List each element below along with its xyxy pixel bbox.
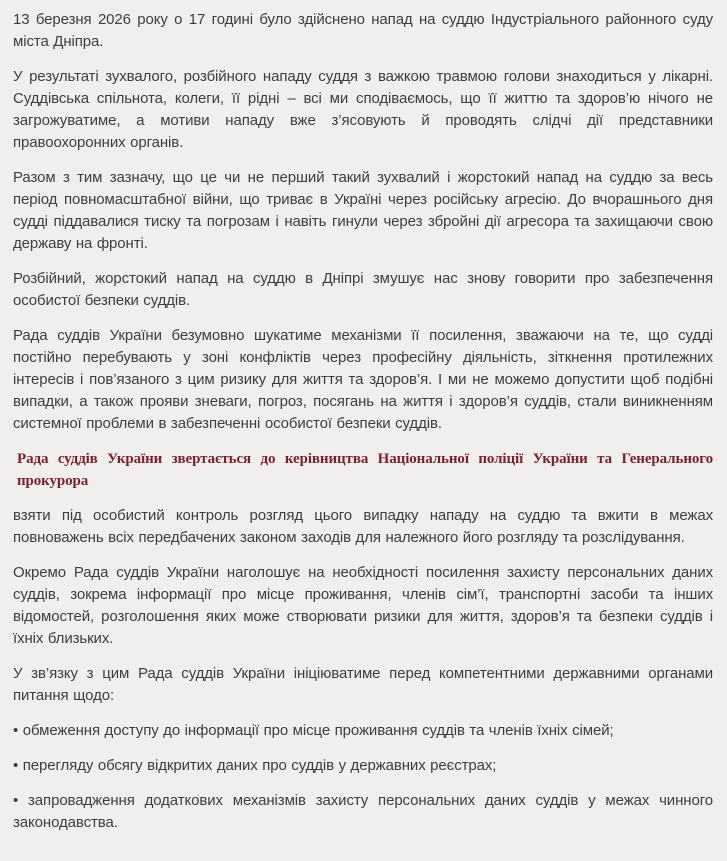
paragraph-injury-status: У результаті зухвалого, розбійного нападу суддя з важкою травмою голови знаходиться у лікарні. Суддівська спільнота, колеги, її рідні – всі ми сподіваємось, що її життю та здоров’ю нічого не загрожуватиме, а мотиви нападу вже з’ясовують й проводять слідчі дії представники правоохоронних органів.	[13, 68, 713, 151]
bullet-text: перегляду обсягу відкритих даних про суддів у державних реєстрах;	[22, 757, 497, 774]
paragraph-security-concern: Розбійний, жорстокий напад на суддю в Дніпрі змушує нас знову говорити про забезпечення особистої безпеки суддів.	[13, 270, 713, 309]
paragraph-council-response: Рада суддів України безумовно шукатиме механізми її посилення, зважаючи на те, що судді постійно перебувають у зоні конфліктів через професійну діяльність, зіткнення протилежних інтересів і пов’язаного з цим ризику для життя та здоров’я. І ми не можемо допустити щоб подібні випадки, а також прояви зневаги, погроз, посягань на життя і здоров’я суддів, стали виникненням системної проблеми в забезпеченні особистої безпеки суддів.	[13, 327, 713, 432]
appeal-body: взяти під особистий контроль розгляд цього випадку нападу на суддю та вжити в межах повноважень всіх передбачених законом заходів для належного його розгляду та розслідування.	[13, 507, 713, 546]
paragraph-incident-date: 13 березня 2026 року о 17 годині було здійснено напад на суддю Індустріального районного суду міста Дніпра.	[13, 11, 713, 50]
appeal-heading: Рада суддів України звертається до керівництва Національної поліції України та Генерального прокурора	[17, 451, 713, 489]
bullet-text: запровадження додаткових механізмів захисту персональних даних суддів у межах чинного законодавства.	[13, 792, 713, 831]
paragraph-personal-data: Окремо Рада суддів України наголошує на необхідності посилення захисту персональних даних суддів, зокрема інформації про місце проживання, членів сім’ї, транспортні засоби та інших відомостей, розголошення яких може створювати ризики для життя, здоров’я та безпеки суддів і їхніх близьких.	[13, 564, 713, 647]
bullet-marker: •	[13, 722, 19, 739]
bullet-marker: •	[13, 757, 19, 774]
paragraph-initiative-intro: У зв’язку з цим Рада суддів України ініціюватиме перед компетентними державними органами питання щодо:	[13, 665, 713, 704]
bullet-item-residence-info	[13, 720, 713, 742]
bullet-text: обмеження доступу до інформації про місце проживання суддів та членів їхніх сімей;	[22, 722, 614, 739]
bullet-marker: •	[13, 792, 19, 809]
paragraph-wartime-context: Разом з тим зазначу, що це чи не перший такий зухвалий і жорстокий напад на суддю за весь період повномасштабної війни, що триває в Україні через російську агресію. До вчорашнього дня судді піддавалися тиску та погрозам і навіть гинули через збройні дії агресора та захищаючи свою державу на фронті.	[13, 169, 713, 252]
bullet-item-open-data	[13, 755, 713, 777]
